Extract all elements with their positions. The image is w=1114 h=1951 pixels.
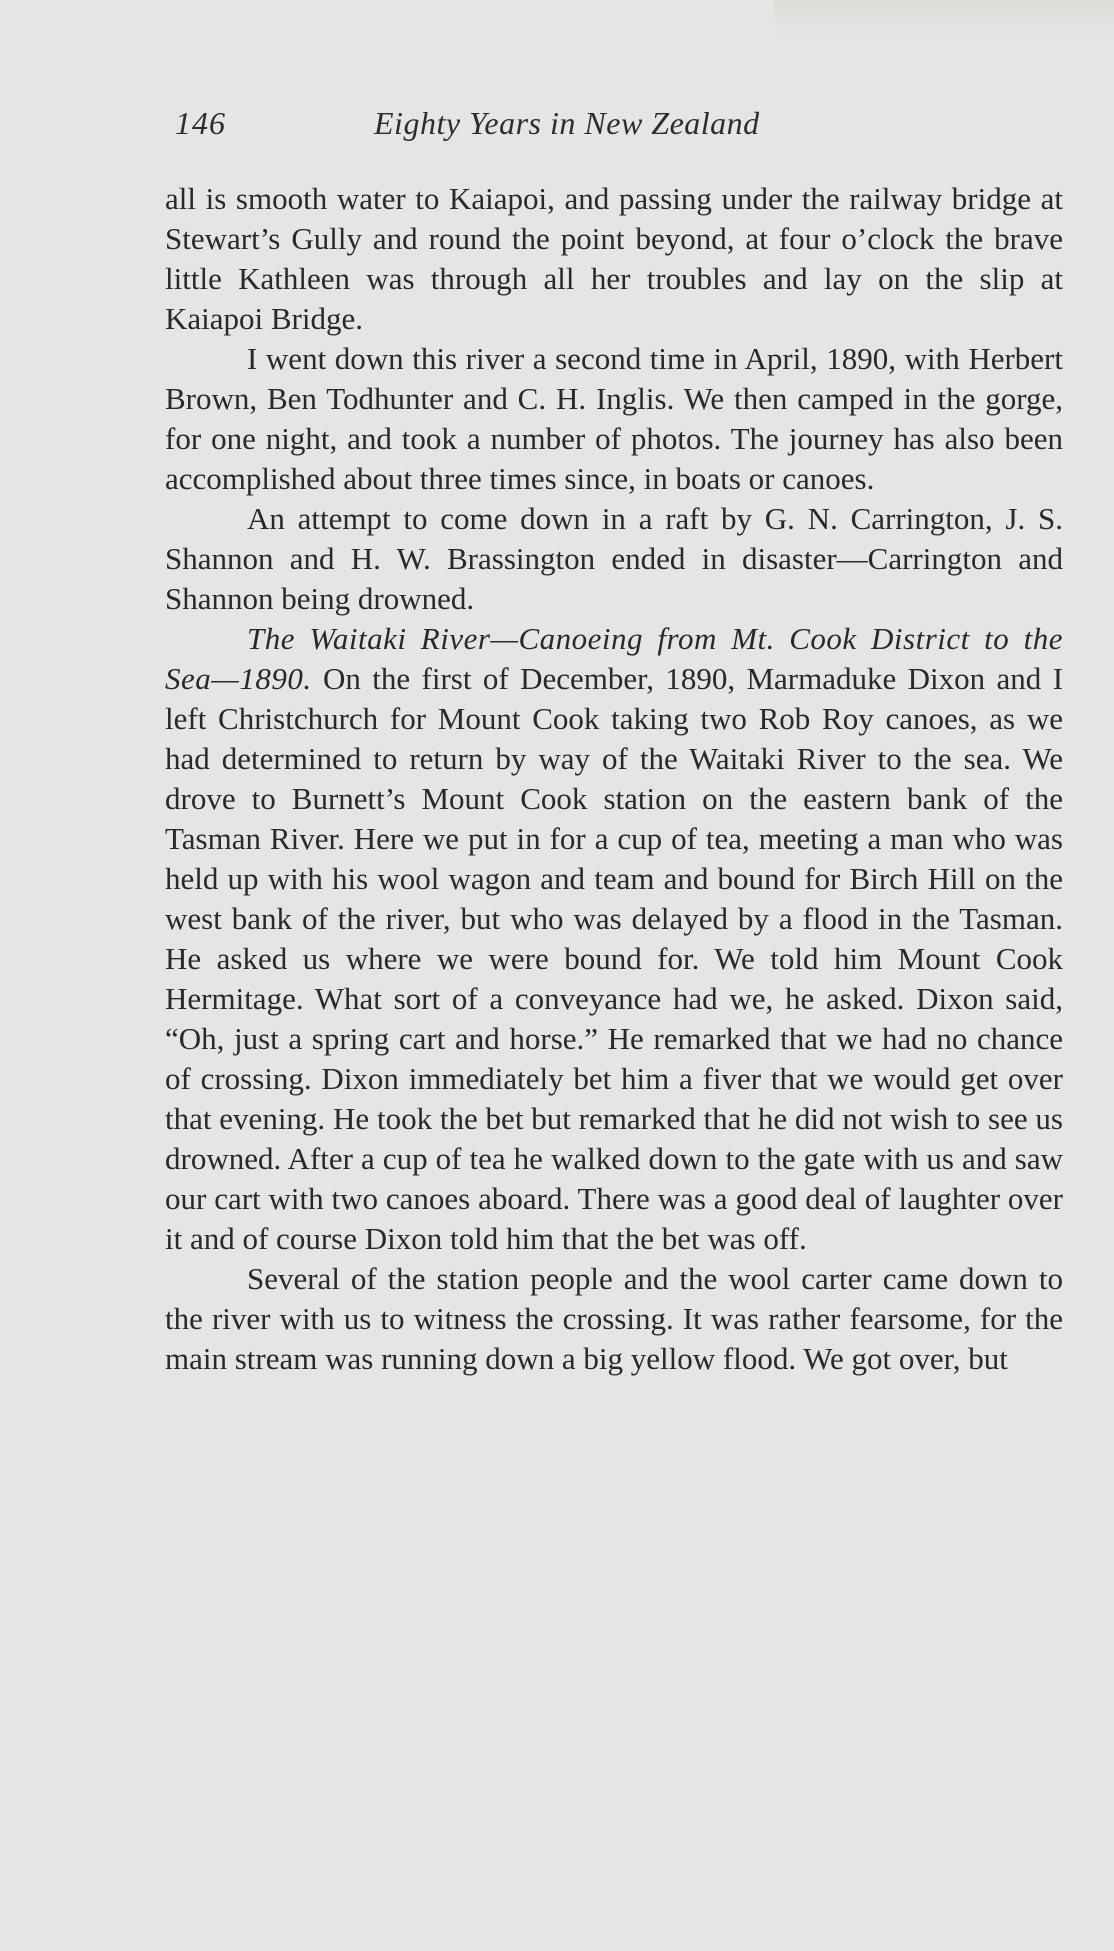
paragraph-text: all is smooth water to Kaiapoi, and passing under the railway bridge at Stewart’s Gully and round the point beyond, at four o’clock the brave little Kathleen was through all her troubles and lay on the slip at Kaiapoi Bridge. xyxy=(165,181,1063,336)
body-text xyxy=(165,179,1063,1379)
paragraph-text: I went down this river a second time in April, 1890, with Herbert Brown, Ben Todhunter and C. H. Inglis. We then camped in the gorge, for one night, and took a number of photos. The journey has also been accomplished about three times since, in boats or canoes. xyxy=(165,341,1063,496)
paragraph-second-trip xyxy=(165,339,1063,499)
paragraph-kaiapoi-arrival xyxy=(165,179,1063,339)
paragraph-raft-attempt xyxy=(165,499,1063,619)
book-title: Eighty Years in New Zealand xyxy=(374,105,760,141)
paragraph-waitaki-river xyxy=(165,619,1063,1259)
paragraph-text: Several of the station people and the wool carter came down to the river with us to witness the crossing. It was rather fearsome, for the main stream was running down a big yellow flood. We got over, but xyxy=(165,1261,1063,1376)
running-head xyxy=(165,105,865,149)
section-run-in-title: The Waitaki River—Canoeing from Mt. Cook District to the Sea—1890. xyxy=(165,621,1063,696)
paragraph-text: An attempt to come down in a raft by G. N. Carrington, J. S. Shannon and H. W. Brassington ended in disaster—Carrington and Shannon being drowned. xyxy=(165,501,1063,616)
paragraph-crossing xyxy=(165,1259,1063,1379)
paragraph-text: On the first of December, 1890, Marmaduke Dixon and I left Christchurch for Mount Cook taking two Rob Roy canoes, as we had determined to return by way of the Waitaki River to the sea. We drove to Burnett’s Mount Cook station on the eastern bank of the Tasman River. Here we put in for a cup of tea, meeting a man who was held up with his wool wagon and team and bound for Birch Hill on the west bank of the river, but who was delayed by a flood in the Tasman. He asked us where we were bound for. We told him Mount Cook Hermitage. What sort of a conveyance had we, he asked. Dixon said, “Oh, just a spring cart and horse.” He remarked that we had no chance of crossing. Dixon immediately bet him a fiver that we would get over that evening. He took the bet but remarked that he did not wish to see us drowned. After a cup of tea he walked down to the gate with us and saw our cart with two canoes aboard. There was a good deal of laughter over it and of course Dixon told him that the bet was off. xyxy=(165,661,1064,1256)
page-edge-stain xyxy=(774,0,1114,40)
page-number: 146 xyxy=(175,105,226,141)
